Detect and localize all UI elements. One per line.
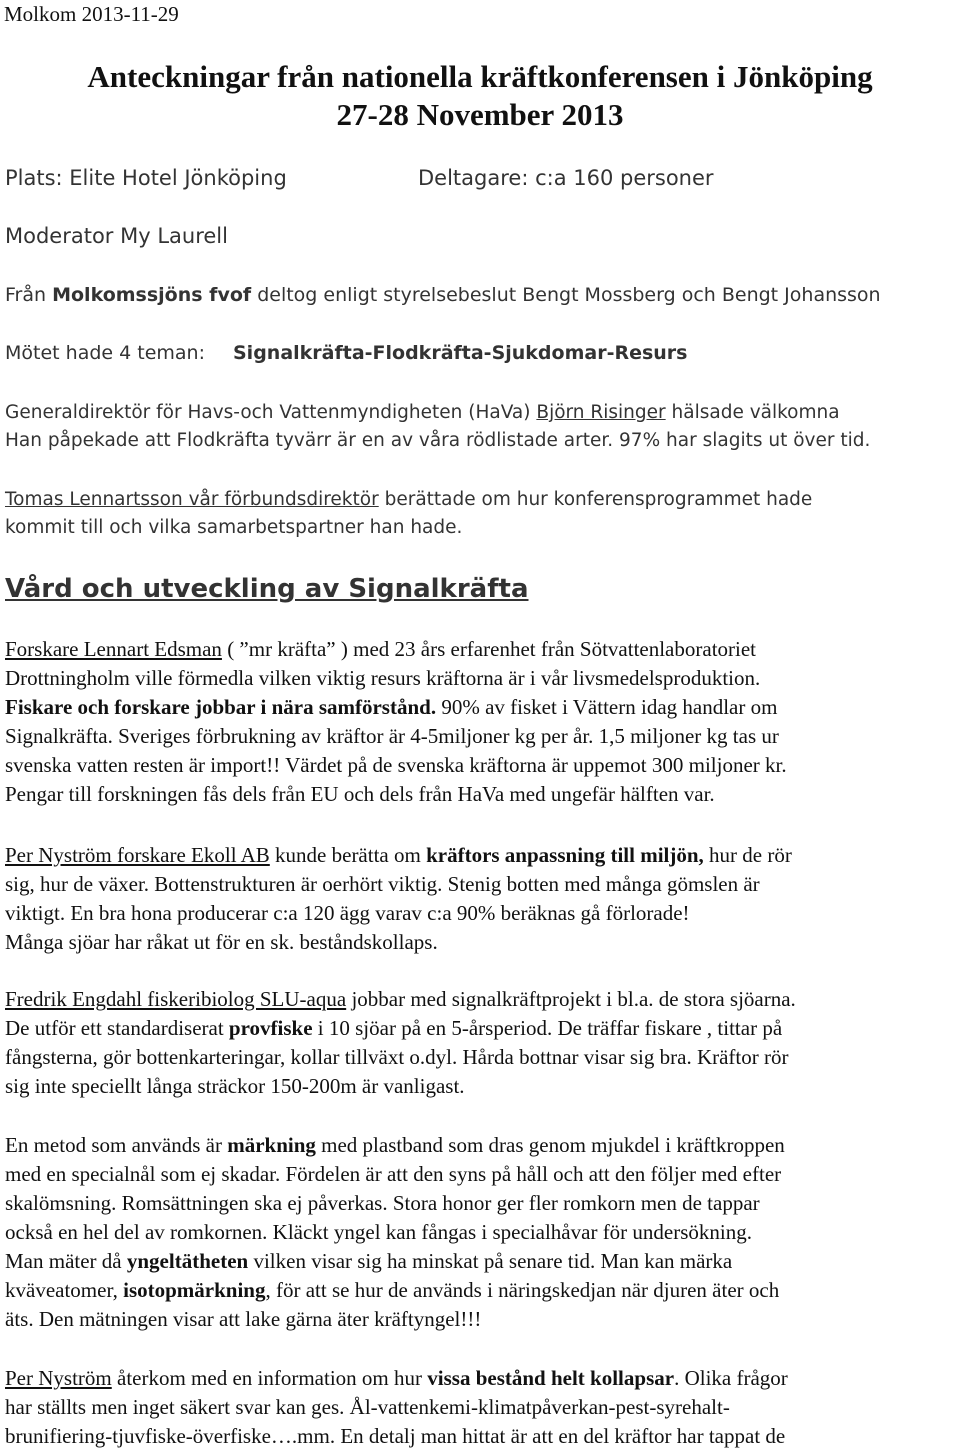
p3-line-1 (5, 985, 796, 1014)
p4-line-2: med en specialnål som ej skadar. Fördelen är att den syns på håll och att den följer med efter (5, 1162, 782, 1186)
association-line (5, 284, 881, 306)
themes-value: Signalkräfta-Flodkräfta-Sjukdomar-Resurs (233, 342, 688, 364)
p2-line-4: Många sjöar har råkat ut för en sk. beståndskollaps. (5, 930, 438, 954)
dg-line-1 (5, 399, 870, 427)
p2-name: Per Nyström forskare Ekoll AB (5, 843, 270, 867)
document-title (0, 58, 960, 134)
p3-text-b: i 10 sjöar på en 5-årsperiod. De träffar fiskare , tittar på (312, 1016, 783, 1040)
p3-name: Fredrik Engdahl fiskeribiolog SLU-aqua (5, 987, 347, 1011)
venue-text: Plats: Elite Hotel Jönköping (5, 166, 287, 190)
p1-text-end: 90% av fisket i Vättern idag handlar om (436, 695, 778, 719)
p3-line-2 (5, 1014, 796, 1043)
p4-line-6 (5, 1276, 785, 1305)
p4-line-4: också en hel del av romkornen. Kläckt yngel kan fångas i specialhåvar för undersökning. (5, 1220, 752, 1244)
p1-line-5: svenska vatten resten är import!! Värdet på de svenska kräftorna är uppemot 300 miljoner kr. (5, 753, 787, 777)
p3-line-4: sig inte speciellt långa sträckor 150-200m är vanligast. (5, 1074, 465, 1098)
p1-line-1 (5, 635, 787, 664)
moderator-text: Moderator My Laurell (5, 224, 228, 248)
section-heading: Vård och utveckling av Signalkräfta (5, 574, 529, 604)
dg-text: Generaldirektör för Havs-och Vattenmyndigheten (HaVa) (5, 402, 537, 423)
p5-line-3: brunifiering-tjuvfiske-överfiske….mm. En detalj man hittat är att en del kräftor har tappat de (5, 1424, 786, 1448)
dg-text-end: hälsade välkomna (665, 402, 840, 423)
p4-text-c: Man mäter då (5, 1249, 127, 1273)
p5-bold: vissa bestånd helt kollapsar (427, 1366, 675, 1390)
p4-text-e: kväveatomer, (5, 1278, 124, 1302)
p4-bold-1: märkning (227, 1133, 316, 1157)
director-paragraph (5, 486, 812, 542)
p1-line-4: Signalkräfta. Sveriges förbrukning av kräftor är 4-5miljoner kg per år. 1,5 miljoner kg tas ur (5, 724, 779, 748)
paragraph-marking (5, 1131, 785, 1334)
p4-text-b: med plastband som dras genom mjukdel i kräftkroppen (315, 1133, 785, 1157)
p5-name: Per Nyström (5, 1366, 112, 1390)
themes-label: Mötet hade 4 teman: (5, 342, 205, 364)
p5-text-b: . Olika frågor (674, 1366, 788, 1390)
p4-text-f: , för att se hur de används i näringskedjan när djuren äter och (265, 1278, 780, 1302)
p4-line-3: skalömsning. Romsättningen ska ej påverkas. Stora honor ger fler romkorn men de tappar (5, 1191, 760, 1215)
p4-bold-2: yngeltätheten (126, 1249, 249, 1273)
p4-text-d: vilken visar sig ha minskat på senare tid. Man kan märka (248, 1249, 733, 1273)
p5-line-1 (5, 1364, 788, 1393)
p5-text-a: återkom med en information om hur (111, 1366, 428, 1390)
p1-name: Forskare Lennart Edsman (5, 637, 222, 661)
paragraph-engdahl (5, 985, 796, 1101)
p3-text-a: De utför ett standardiserat (5, 1016, 229, 1040)
director-general-paragraph (5, 399, 870, 455)
title-line-1: Anteckningar från nationella kräftkonferensen i Jönköping (87, 59, 873, 94)
association-prefix: Från (5, 284, 53, 306)
p1-line-6: Pengar till forskningen fås dels från EU och dels från HaVa med ungefär hälften var. (5, 782, 715, 806)
p3-text: jobbar med signalkräftprojekt i bl.a. de stora sjöarna. (346, 987, 796, 1011)
tl-name: Tomas Lennartsson vår förbundsdirektör (5, 489, 379, 510)
paragraph-nystrom (5, 841, 792, 957)
p2-text-end: hur de rör (703, 843, 792, 867)
p3-line-3: fångsterna, gör bottenkarteringar, kollar tillväxt o.dyl. Hårda bottnar visar sig bra. Kräftor rör (5, 1045, 789, 1069)
p3-bold: provfiske (228, 1016, 313, 1040)
tl-line-1 (5, 486, 812, 514)
paragraph-collapse (5, 1364, 788, 1451)
themes-line (5, 342, 688, 364)
p1-line-2: Drottningholm ville förmedla vilken viktig resurs kräftorna är i vår livsmedelsproduktion. (5, 666, 761, 690)
p4-line-5 (5, 1247, 785, 1276)
document-date: Molkom 2013-11-29 (4, 2, 179, 26)
p2-text: kunde berätta om (269, 843, 427, 867)
p1-text: ( ”mr kräfta” ) med 23 års erfarenhet från Sötvattenlaboratoriet (221, 637, 757, 661)
title-line-2: 27-28 November 2013 (336, 97, 624, 132)
p4-line-7: äts. Den mätningen visar att lake gärna äter kräftyngel!!! (5, 1307, 482, 1331)
dg-name: Björn Risinger (536, 402, 666, 423)
tl-text: berättade om hur konferensprogrammet hade (378, 489, 813, 510)
p4-line-1 (5, 1131, 785, 1160)
tl-line-2: kommit till och vilka samarbetspartner han hade. (5, 517, 463, 538)
dg-line-2: Han påpekade att Flodkräfta tyvärr är en av våra rödlistade arter. 97% har slagits ut över tid. (5, 430, 871, 451)
paragraph-edsman (5, 635, 787, 809)
p1-line-3 (5, 693, 787, 722)
association-name: Molkomssjöns fvof (52, 284, 252, 306)
p4-text-a: En metod som används är (5, 1133, 228, 1157)
p4-bold-3: isotopmärkning (123, 1278, 266, 1302)
p2-line-2: sig, hur de växer. Bottenstrukturen är oerhört viktig. Stenig botten med många gömslen är (5, 872, 760, 896)
p2-line-1 (5, 841, 792, 870)
p2-bold: kräftors anpassning till miljön, (426, 843, 704, 867)
association-suffix: deltog enligt styrelsebeslut Bengt Mossberg och Bengt Johansson (251, 284, 881, 306)
p2-line-3: viktigt. En bra hona producerar c:a 120 ägg varav c:a 90% beräknas gå förlorade! (5, 901, 690, 925)
p1-bold: Fiskare och forskare jobbar i nära samförstånd. (5, 695, 437, 719)
participants-text: Deltagare: c:a 160 personer (418, 166, 714, 190)
p5-line-2: har ställts men inget säkert svar kan ges. Ål-vattenkemi-klimatpåverkan-pest-syrehalt- (5, 1395, 730, 1419)
